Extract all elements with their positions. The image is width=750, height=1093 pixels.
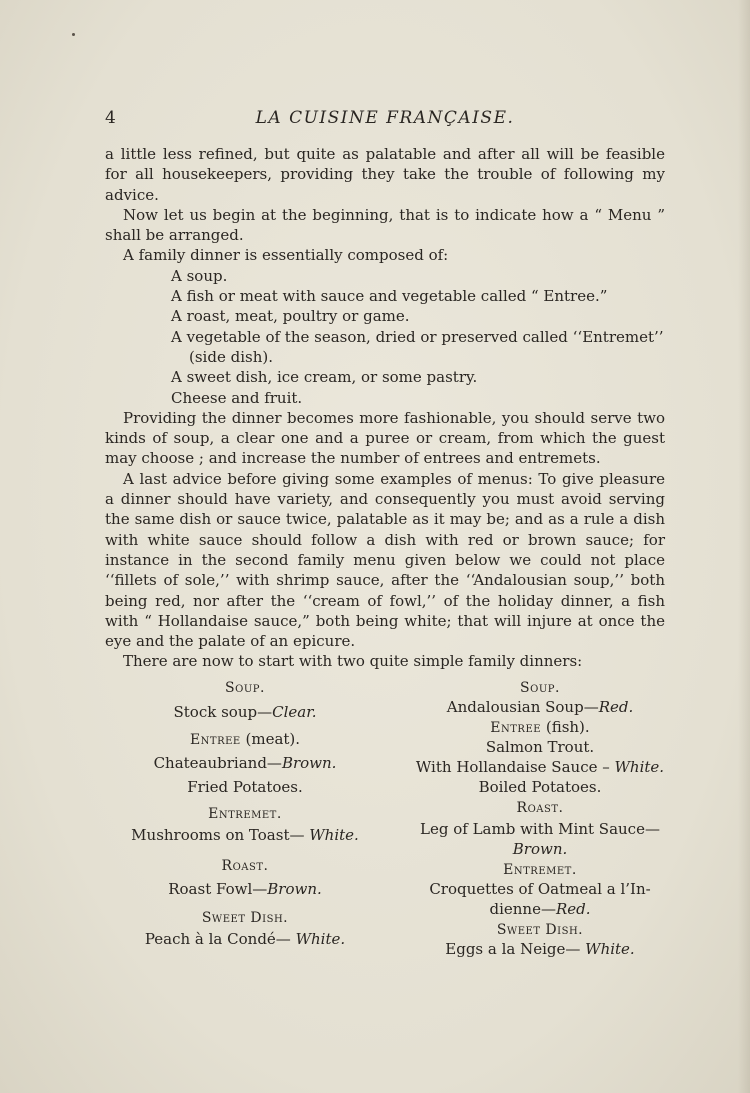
dish-text: With Hollandaise Sauce – (415, 758, 615, 776)
menu-dish: Salmon Trout. (485, 738, 595, 756)
list-item: A roast, meat, poultry or game. (171, 307, 410, 326)
menu-heading: Soup. (520, 680, 560, 696)
sauce-text: White. (295, 930, 346, 948)
menu-heading: Soup. (225, 680, 265, 696)
menu-heading-line (390, 718, 690, 736)
list-item: Cheese and fruit. (171, 388, 303, 407)
sauce-text: Red. (598, 698, 634, 716)
dish-text: Stock soup— (173, 703, 273, 721)
paragraph: a little less refined, but quite as palatable and after all will be feasible for all housekeepers, providing they take the trouble of following my advice. (105, 145, 665, 204)
sauce-text: Clear. (272, 703, 317, 721)
sauce-text: Brown. (281, 754, 337, 772)
menu-heading: Entremet. (503, 862, 577, 878)
sauce-text: Brown. (267, 880, 322, 898)
paragraph: There are now to start with two quite simple family dinners: (123, 652, 583, 671)
menu-heading: Roast. (516, 800, 564, 816)
menu-heading: Sweet Dish. (201, 910, 289, 926)
menu-heading: Roast. (221, 858, 269, 874)
page-number: 4 (105, 108, 116, 128)
menu-dish (105, 826, 385, 844)
menu-heading: Entree (490, 720, 542, 736)
sauce-text: White. (309, 826, 359, 844)
list-item: A sweet dish, ice cream, or some pastry. (171, 368, 478, 387)
sauce-text: White. (585, 940, 635, 958)
menu-dish (105, 703, 385, 721)
running-title: LA CUISINE FRANÇAISE. (255, 108, 515, 128)
heading-note: (meat). (240, 730, 301, 748)
menu-dish: Boiled Potatoes. (478, 778, 602, 796)
menu-left (105, 680, 385, 948)
sauce-text: White. (614, 758, 665, 776)
list-item: A soup. (171, 266, 228, 285)
menu-dish (105, 880, 385, 898)
menu-dish: Leg of Lamb with Mint Sauce— (420, 820, 660, 838)
sauce-text: Brown. (512, 840, 568, 858)
menu-dish: Fried Potatoes. (187, 778, 303, 796)
menu-right (390, 680, 690, 958)
menu-dish (390, 758, 690, 776)
dish-text: Eggs a la Neige— (445, 940, 586, 958)
menu-dish (390, 900, 690, 918)
page-edge-shadow (738, 0, 750, 1093)
body-text (105, 144, 665, 672)
menu-heading: Sweet Dish. (496, 922, 584, 938)
menu-heading: Entree (189, 732, 241, 748)
list-item: A fish or meat with sauce and vegetable called “ Entree.” (171, 287, 608, 306)
menu-heading-line (105, 730, 385, 748)
menus (105, 680, 685, 1000)
paragraph: A last advice before giving some examples of menus: To give pleasure a dinner should have variety, and consequently you must avoid serving the same dish or sauce twice, palatable as it may be; and as a rule a dish with white sauce should follow a dish with red or brown sauce; for instance in the second family menu given below we could not place ‘‘fillets of sole,’’ with shrimp sauce, after the ‘‘Andalousian soup,’’ both being red, nor after the ‘‘cream of fowl,’’ of the holiday dinner, a fish with “ Hollandaise sauce,” both being white; that will injure at once the eye and the palate of an epicure. (105, 469, 665, 651)
paragraph: Now let us begin at the beginning, that is to indicate how a “ Menu ” shall be arranged. (105, 205, 665, 245)
dish-text: dienne— (489, 900, 556, 918)
menu-heading: Entremet. (208, 806, 282, 822)
menu-dish (390, 940, 690, 958)
menu-dish (105, 754, 385, 772)
menu-dish (105, 930, 385, 948)
heading-note: (fish). (541, 718, 590, 736)
sauce-text: Red. (555, 900, 591, 918)
menu-dish (390, 698, 690, 716)
paragraph: A family dinner is essentially composed of: (123, 246, 449, 265)
paragraph: Providing the dinner becomes more fashionable, you should serve two kinds of soup, a clear one and a puree or cream, from which the guest may choose ; and increase the number of entrees and entremets. (105, 408, 665, 468)
list-item: A vegetable of the season, dried or preserved called ‘‘Entremet’’ (side dish). (171, 327, 664, 366)
dish-text: Roast Fowl— (168, 880, 268, 898)
dish-text: Peach à la Condé— (144, 930, 296, 948)
dish-text: Andalousian Soup— (446, 698, 599, 716)
paper-speck (72, 33, 75, 36)
dish-text: Mushrooms on Toast— (131, 826, 310, 844)
menu-dish: Croquettes of Oatmeal a l’In- (429, 880, 651, 898)
dish-text: Chateaubriand— (153, 754, 282, 772)
page-header (105, 108, 665, 132)
